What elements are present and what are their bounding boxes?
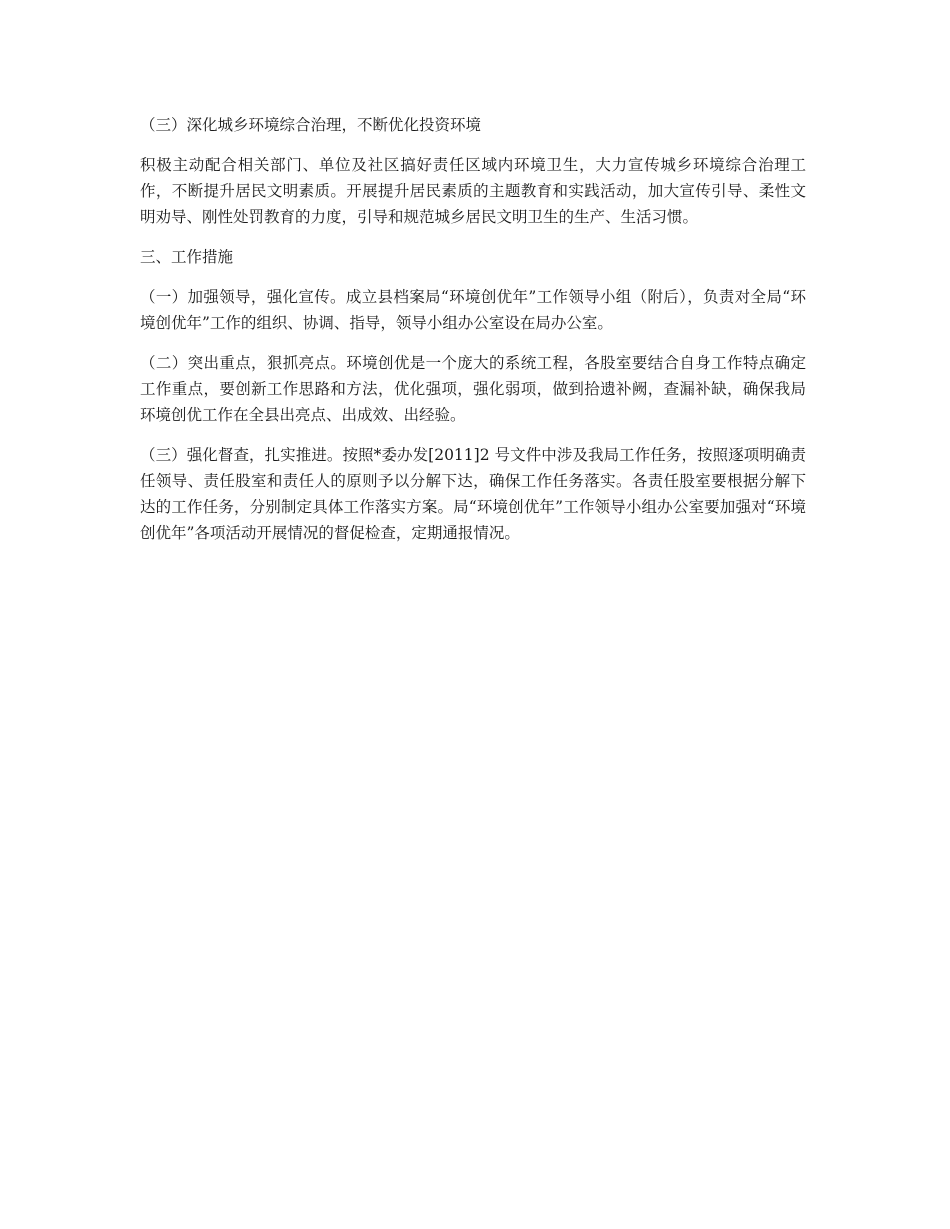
section-heading-measures: 三、工作措施	[140, 248, 234, 266]
paragraph-environment-governance: 积极主动配合相关部门、单位及社区搞好责任区域内环境卫生，大力宣传城乡环境综合治理工作，不断提升居民文明素质。开展提升居民素质的主题教育和实践活动，加大宣传引导、柔性文明劝导、刚性处罚教育的力度，引导和规范城乡居民文明卫生的生产、生活习惯。	[140, 156, 806, 226]
section-heading-environment: （三）深化城乡环境综合治理，不断优化投资环境	[140, 116, 482, 134]
document-page	[140, 112, 806, 560]
paragraph-measure-focus: （二）突出重点，狠抓亮点。环境创优是一个庞大的系统工程，各股室要结合自身工作特点确定工作重点，要创新工作思路和方法，优化强项，强化弱项，做到拾遗补阙，查漏补缺，确保我局环境创优工作在全县出亮点、出成效、出经验。	[140, 354, 806, 424]
paragraph-measure-supervision: （三）强化督查，扎实推进。按照*委办发[2011]2 号文件中涉及我局工作任务，按照逐项明确责任领导、责任股室和责任人的原则予以分解下达，确保工作任务落实。各责任股室要根据分解下达的工作任务，分别制定具体工作落实方案。局“环境创优年”工作领导小组办公室要加强对“环境创优年”各项活动开展情况的督促检查，定期通报情况。	[140, 446, 806, 542]
paragraph-measure-leadership: （一）加强领导，强化宣传。成立县档案局“环境创优年”工作领导小组（附后），负责对全局“环境创优年”工作的组织、协调、指导，领导小组办公室设在局办公室。	[140, 288, 806, 332]
